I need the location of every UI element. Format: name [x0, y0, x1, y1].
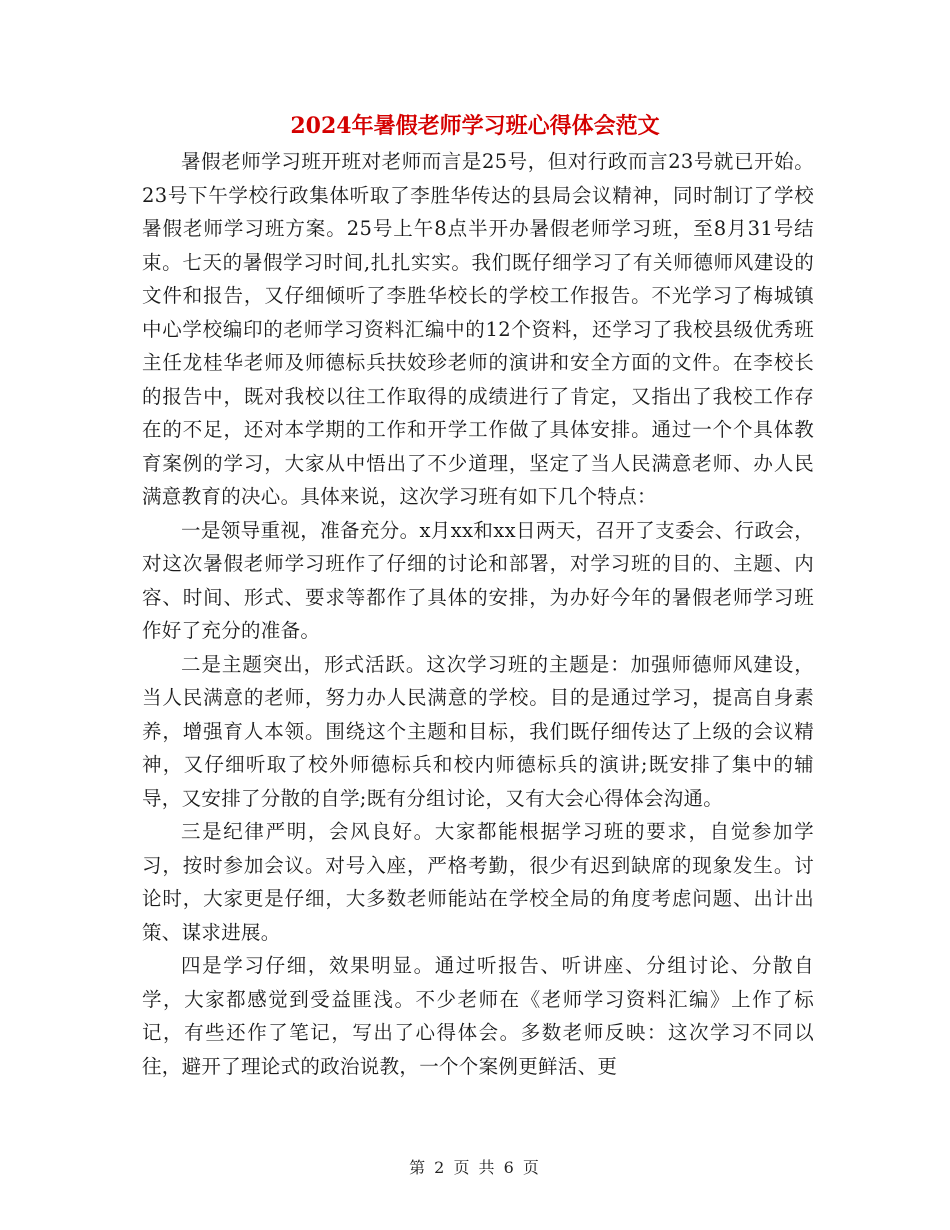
paragraph-point-1: 一是领导重视，准备充分。x月xx和xx日两天，召开了支委会、行政会，对这次暑假老师学习班作了仔细的讨论和部署，对学习班的目的、主题、内容、时间、形式、要求等都作了具体的安排，为办好今年的暑假老师学习班作好了充分的准备。	[142, 518, 814, 642]
document-title: 2024年暑假老师学习班心得体会范文	[290, 113, 660, 139]
paragraph-intro: 暑假老师学习班开班对老师而言是25号，但对行政而言23号就已开始。23号下午学校行政集体听取了李胜华传达的县局会议精神，同时制订了学校暑假老师学习班方案。25号上午8点半开办暑假老师学习班，至8月31号结束。七天的暑假学习时间,扎扎实实。我们既仔细学习了有关师德师风建设的文件和报告，又仔细倾听了李胜华校长的学校工作报告。不光学习了梅城镇中心学校编印的老师学习资料汇编中的12个资料，还学习了我校县级优秀班主任龙桂华老师及师德标兵扶姣珍老师的演讲和安全方面的文件。在李校长的报告中，既对我校以往工作取得的成绩进行了肯定，又指出了我校工作存在的不足，还对本学期的工作和开学工作做了具体安排。通过一个个具体教育案例的学习，大家从中悟出了不少道理，坚定了当人民满意老师、办人民满意教育的决心。具体来说，这次学习班有如下几个特点：	[142, 150, 814, 508]
paragraph-point-2: 二是主题突出，形式活跃。这次学习班的主题是：加强师德师风建设，当人民满意的老师，努力办人民满意的学校。目的是通过学习，提高自身素养，增强育人本领。围绕这个主题和目标，我们既仔细传达了上级的会议精神，又仔细听取了校外师德标兵和校内师德标兵的演讲;既安排了集中的辅导，又安排了分散的自学;既有分组讨论，又有大会心得体会沟通。	[142, 652, 814, 810]
page-number-footer: 第 2 页 共 6 页	[409, 1158, 541, 1177]
paragraph-point-4: 四是学习仔细，效果明显。通过听报告、听讲座、分组讨论、分散自学，大家都感觉到受益匪浅。不少老师在《老师学习资料汇编》上作了标记，有些还作了笔记，写出了心得体会。多数老师反映：这次学习不同以往，避开了理论式的政治说教，一个个案例更鲜活、更	[142, 954, 814, 1078]
paragraph-point-3: 三是纪律严明，会风良好。大家都能根据学习班的要求，自觉参加学习，按时参加会议。对号入座，严格考勤，很少有迟到缺席的现象发生。讨论时，大家更是仔细，大多数老师能站在学校全局的角度考虑问题、出计出策、谋求进展。	[142, 820, 814, 944]
document-body	[142, 145, 814, 1083]
